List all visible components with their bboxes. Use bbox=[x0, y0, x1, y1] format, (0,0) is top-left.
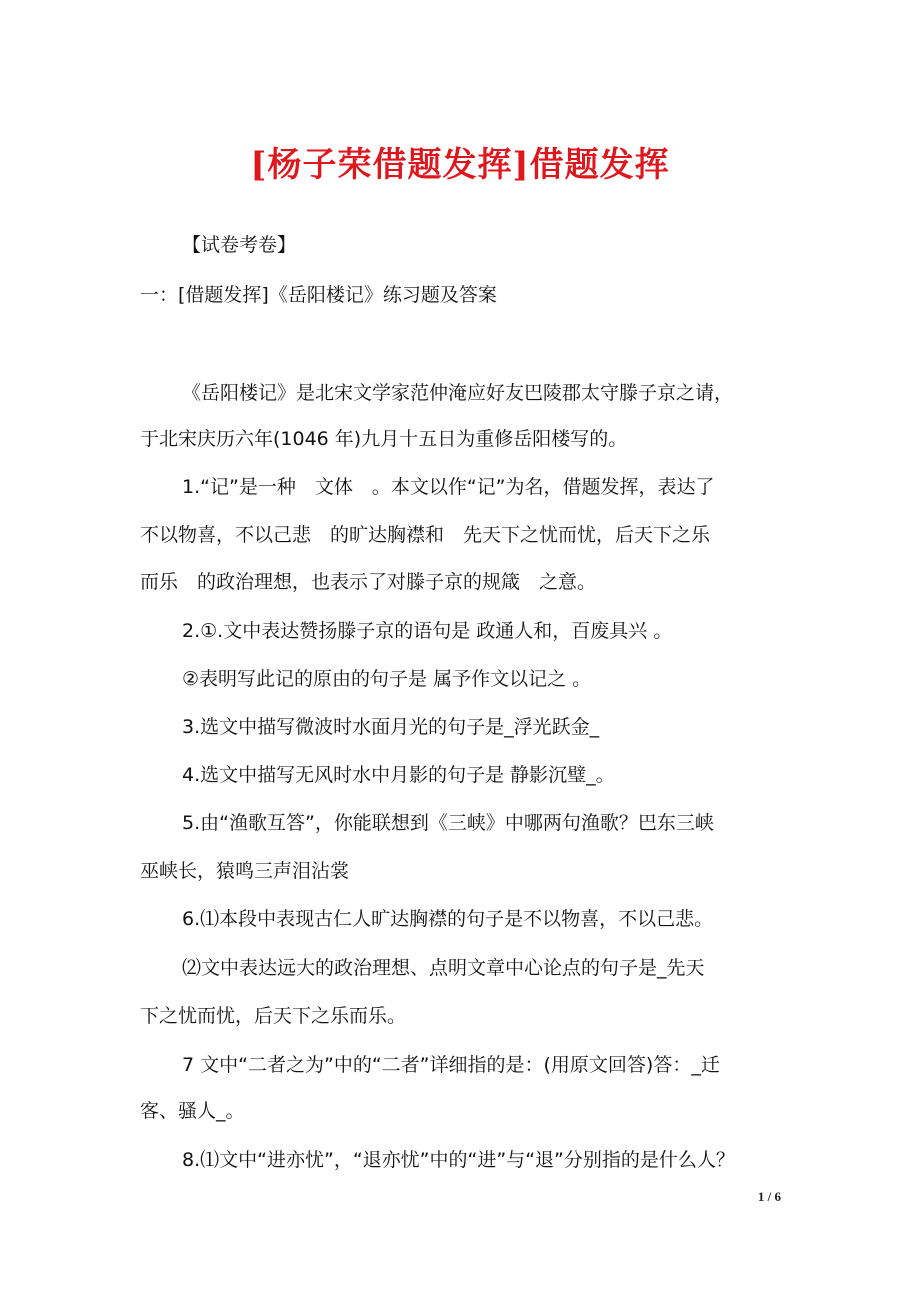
question-line: 下之忧而忧，后天下之乐而乐。 bbox=[140, 1005, 407, 1027]
question-line: 4.选文中描写无风时水中月影的句子是 静影沉璧_。 bbox=[182, 764, 615, 786]
question-line: 7 文中“二者之为”中的“二者”详细指的是：(用原文回答)答：_迁 bbox=[182, 1054, 720, 1076]
paragraph-line: 《岳阳楼记》是北宋文学家范仲淹应好友巴陵郡太守滕子京之请， bbox=[182, 382, 734, 404]
section-heading: 一：[借题发挥]《岳阳楼记》练习题及答案 bbox=[140, 284, 497, 306]
question-line: 不以物喜，不以己悲 的旷达胸襟和 先天下之忧而忧，后天下之乐 bbox=[140, 524, 711, 546]
question-line: 巫峡长，猿鸣三声泪沾裳 bbox=[140, 860, 350, 882]
question-line: 客、骚人_。 bbox=[140, 1100, 245, 1122]
question-line: 而乐 的政治理想，也表示了对滕子京的规箴 之意。 bbox=[140, 571, 597, 593]
section-tag: 【试卷考卷】 bbox=[182, 234, 297, 256]
question-line: 6.⑴本段中表现古仁人旷达胸襟的句子是不以物喜，不以己悲。 bbox=[182, 908, 714, 930]
paragraph-line: 于北宋庆历六年(1046 年)九月十五日为重修岳阳楼写的。 bbox=[140, 428, 628, 450]
document-title: [杨子荣借题发挥]借题发挥 bbox=[250, 145, 670, 185]
page-number: 1 / 6 bbox=[757, 1189, 781, 1204]
question-line: 5.由“渔歌互答”，你能联想到《三峡》中哪两句渔歌？巴东三峡 bbox=[182, 812, 714, 834]
question-line: ⑵文中表达远大的政治理想、点明文章中心论点的句子是_先天 bbox=[182, 957, 705, 979]
question-line: ②表明写此记的原由的句子是 属予作文以记之 。 bbox=[182, 668, 592, 690]
question-line: 8.⑴文中“进亦忧”，“退亦忧”中的“进”与“退”分别指的是什么人？ bbox=[182, 1149, 735, 1171]
question-line: 2.①.文中表达赞扬滕子京的语句是 政通人和，百废具兴 。 bbox=[182, 620, 673, 642]
question-line: 3.选文中描写微波时水面月光的句子是_浮光跃金_ bbox=[182, 716, 600, 738]
question-line: 1.“记”是一种 文体 。本文以作“记”为名，借题发挥，表达了 bbox=[182, 476, 715, 498]
